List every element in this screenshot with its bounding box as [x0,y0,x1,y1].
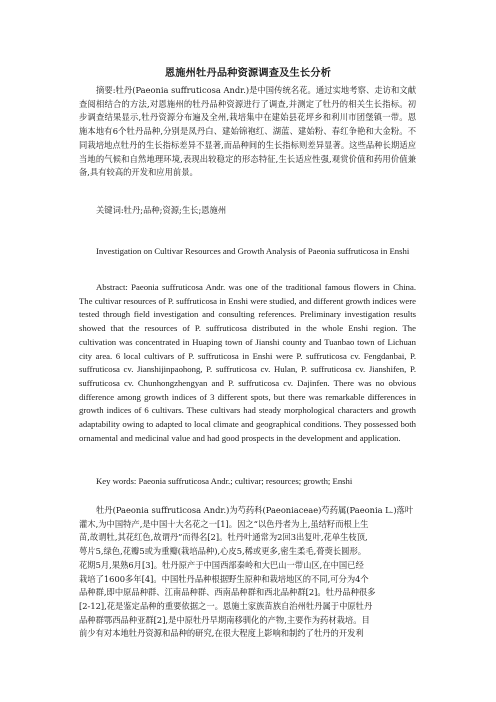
abstract-en: Abstract: Paeonia suffruticosa Andr. was one of the traditional famous flowers in China. The cultivar resources of P. suffruticosa in Enshi were studied, and different growth indices were tested through field investigation and consulting references. Preliminary investigation results showed that the resources of P. suffruticosa distributed in the whole Enshi region. The cultivation was concentrated in Huaping town of Jianshi county and Tuanbao town of Lichuan city area. 6 local cultivars of P. suffruticosa in Enshi were P. suffruticosa cv. Fengdanbai, P. suffruticosa cv. Jianshijinpaohong, P. suffruticosa cv. Hulan, P. suffruticosa cv. Jianshifen, P. suffruticosa cv. Chunhongzhengyan and P. suffruticosa cv. Dajinfen. There was no obvious difference among growth indices of 3 different spots, but there was remarkable differences in growth indices of 6 cultivars. These cultivars had steady morphological characters and growth adaptability owing to adapted to local climate and geographical conditions. They possessed both ornamental and medicinal value and had good prospects in the development and application. [79,282,416,443]
keywords-zh: 关键词:牡丹;品种;资源;生长;恩施州 [96,205,227,215]
body-line: 苗,故谓牡,其花红色,故谓丹”而得名[2]。牡丹叶通常为2回3出复叶,花单生枝顶, [79,532,368,543]
body-line: 牡丹(Paeonia suffruticosa Andr.)为芍药科(Paeoniaceae)芍药属(Paeonia L.)落叶 [96,505,414,515]
body-line: 品种群鄂西品种亚群[2],是中原牡丹早期南移驯化的产物,主要作为药材栽培。目 [79,614,370,625]
keywords-en: Key words: Paeonia suffruticosa Andr.; cultivar; resources; growth; Enshi [96,476,353,486]
body-line: 前少有对本地牡丹资源和品种的研究,在很大程度上影响和制约了牡丹的开发利 [79,628,364,639]
body-line: [2-12],花是鉴定品种的重要依据之一。恩施土家族苗族自治州牡丹属于中原牡丹 [79,600,373,611]
title-en: Investigation on Cultivar Resources and Growth Analysis of Paeonia suffruticosa in Enshi [96,246,410,256]
body-line: 栽培了1600多年[4]。中国牡丹品种根据野生原种和栽培地区的不同,可分为4个 [79,573,369,584]
paper-title: 恩施州牡丹品种资源调查及生长分析 [164,67,332,79]
body-line: 萼片5,绿色,花瓣5或为重瓣(栽培品种),心皮5,稀或更多,密生柔毛,蓇葖长圆形。 [79,546,367,557]
body-paragraph [79,504,416,641]
body-line: 花期5月,果熟6月[3]。牡丹原产于中国西部秦岭和大巴山一带山区,在中国已经 [79,559,364,570]
body-line: 品种群,即中原品种群、江南品种群、西南品种群和西北品种群[2]。牡丹品种很多 [79,587,376,598]
abstract-zh: 摘要:牡丹(Paeonia suffruticosa Andr.)是中国传统名花。通过实地考察、走访和文献查阅相结合的方法,对恩施州的牡丹品种资源进行了调查,并测定了牡丹的相关生长指标。初步调查结果显示,牡丹资源分布遍及全州,栽培集中在建始县花坪乡和利川市团堡镇一带。恩施本地有6个牡丹品种,分别是凤丹白、建始锦袍红、湖蓝、建始粉、春红争艳和大金粉。不同栽培地点牡丹的生长指标差异不显著,而品种间的生长指标则差异显著。这些品种长期适应当地的气候和自然地理环境,表现出较稳定的形态特征,生长适应性强,观赏价值和药用价值兼备,具有较高的开发和应用前景。 [79,85,416,178]
body-line: 灌木,为中国特产,是中国十大名花之一[1]。因之“以色丹者为上,虽结籽而根上生 [79,518,369,529]
